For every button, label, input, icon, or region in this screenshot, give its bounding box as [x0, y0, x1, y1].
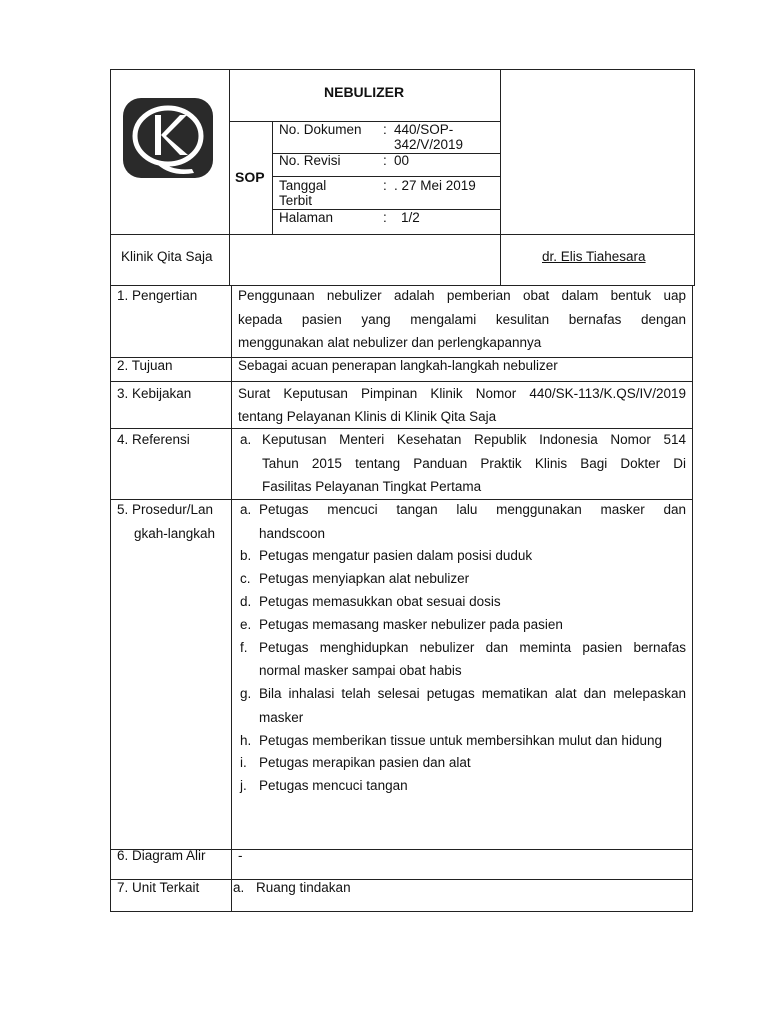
- procedure-item-f-line-2: normal masker sampai obat habis: [259, 663, 462, 678]
- procedure-item-f-line-1: Petugas menghidupkan nebulizer dan meminta pasien bernafas: [259, 640, 686, 655]
- meta-label-date-2: Terbit: [279, 193, 313, 208]
- section-label-referensi: 4. Referensi: [117, 432, 190, 447]
- sop-label: SOP: [235, 169, 265, 185]
- procedure-marker-h: h.: [240, 733, 252, 748]
- unit-text: Ruang tindakan: [256, 880, 351, 895]
- meta-label-date: Tanggal: [279, 178, 327, 193]
- pengertian-line-2: kepada pasien yang mengalami kesulitan bernafas dengan: [238, 312, 686, 327]
- procedure-item-a-line-2: handscoon: [259, 526, 326, 541]
- section-label-pengertian: 1. Pengertian: [117, 288, 198, 303]
- kebijakan-line-1: Surat Keputusan Pimpinan Klinik Nomor 440/SK-113/K.QS/IV/2019: [238, 386, 686, 401]
- procedure-marker-f: f.: [240, 640, 248, 655]
- procedure-item-h: Petugas memberikan tissue untuk membersihkan mulut dan hidung: [259, 733, 662, 748]
- procedure-marker-e: e.: [240, 617, 252, 632]
- meta-value-date: . 27 Mei 2019: [394, 178, 476, 193]
- meta-value-document-number: 440/SOP-: [394, 122, 454, 137]
- procedure-item-b: Petugas mengatur pasien dalam posisi duduk: [259, 548, 533, 563]
- meta-value-page: 1/2: [401, 210, 420, 225]
- procedure-marker-a: a.: [240, 502, 252, 517]
- referensi-line-3: Fasilitas Pelayanan Tingkat Pertama: [262, 479, 482, 494]
- procedure-marker-c: c.: [240, 571, 251, 586]
- section-label-diagram: 6. Diagram Alir: [117, 848, 206, 863]
- referensi-line-2: Tahun 2015 tentang Panduan Praktik Klinis Bagi Dokter Di: [262, 456, 686, 471]
- clinic-logo-icon: [122, 97, 214, 179]
- procedure-marker-j: j.: [240, 778, 247, 793]
- section-label-tujuan: 2. Tujuan: [117, 358, 173, 373]
- referensi-line-1: Keputusan Menteri Kesehatan Republik Indonesia Nomor 514: [262, 432, 686, 447]
- document-title: NEBULIZER: [324, 84, 405, 100]
- section-label-prosedur-2: gkah-langkah: [134, 526, 216, 541]
- meta-value-document-number-2: 342/V/2019: [394, 137, 464, 152]
- procedure-item-g-line-2: masker: [259, 710, 304, 725]
- procedure-marker-g: g.: [240, 686, 252, 701]
- meta-label-document-number: No. Dokumen: [279, 122, 362, 137]
- referensi-marker: a.: [240, 432, 252, 447]
- unit-marker: a.: [233, 880, 245, 895]
- kebijakan-line-2: tentang Pelayanan Klinis di Klinik Qita Saja: [238, 409, 497, 424]
- meta-sep: :: [383, 122, 387, 137]
- procedure-item-e: Petugas memasang masker nebulizer pada pasien: [259, 617, 563, 632]
- procedure-marker-i: i.: [240, 755, 247, 770]
- clinic-name: Klinik Qita Saja: [121, 249, 213, 264]
- meta-sep: :: [383, 210, 387, 225]
- section-label-kebijakan: 3. Kebijakan: [117, 386, 192, 401]
- meta-label-revision: No. Revisi: [279, 153, 341, 168]
- pengertian-line-1: Penggunaan nebulizer adalah pemberian obat dalam bentuk uap: [238, 288, 686, 303]
- procedure-item-d: Petugas memasukkan obat sesuai dosis: [259, 594, 501, 609]
- section-label-prosedur: 5. Prosedur/Lan: [117, 502, 214, 517]
- signer-name: dr. Elis Tiahesara: [542, 249, 646, 264]
- procedure-item-c: Petugas menyiapkan alat nebulizer: [259, 571, 470, 586]
- procedure-item-j: Petugas mencuci tangan: [259, 778, 408, 793]
- procedure-item-a-line-1: Petugas mencuci tangan lalu menggunakan masker dan: [259, 502, 686, 517]
- meta-sep: :: [383, 153, 387, 168]
- meta-label-page: Halaman: [279, 210, 334, 225]
- procedure-item-i: Petugas merapikan pasien dan alat: [259, 755, 471, 770]
- tujuan-text: Sebagai acuan penerapan langkah-langkah nebulizer: [238, 358, 558, 373]
- procedure-marker-b: b.: [240, 548, 252, 563]
- procedure-item-g-line-1: Bila inhalasi telah selesai petugas mematikan alat dan melepaskan: [259, 686, 686, 701]
- meta-sep: :: [383, 178, 387, 193]
- section-label-unit: 7. Unit Terkait: [117, 880, 200, 895]
- procedure-marker-d: d.: [240, 594, 252, 609]
- pengertian-line-3: menggunakan alat nebulizer dan perlengkapannya: [238, 335, 542, 350]
- diagram-text: -: [238, 848, 243, 863]
- meta-value-revision: 00: [394, 153, 410, 168]
